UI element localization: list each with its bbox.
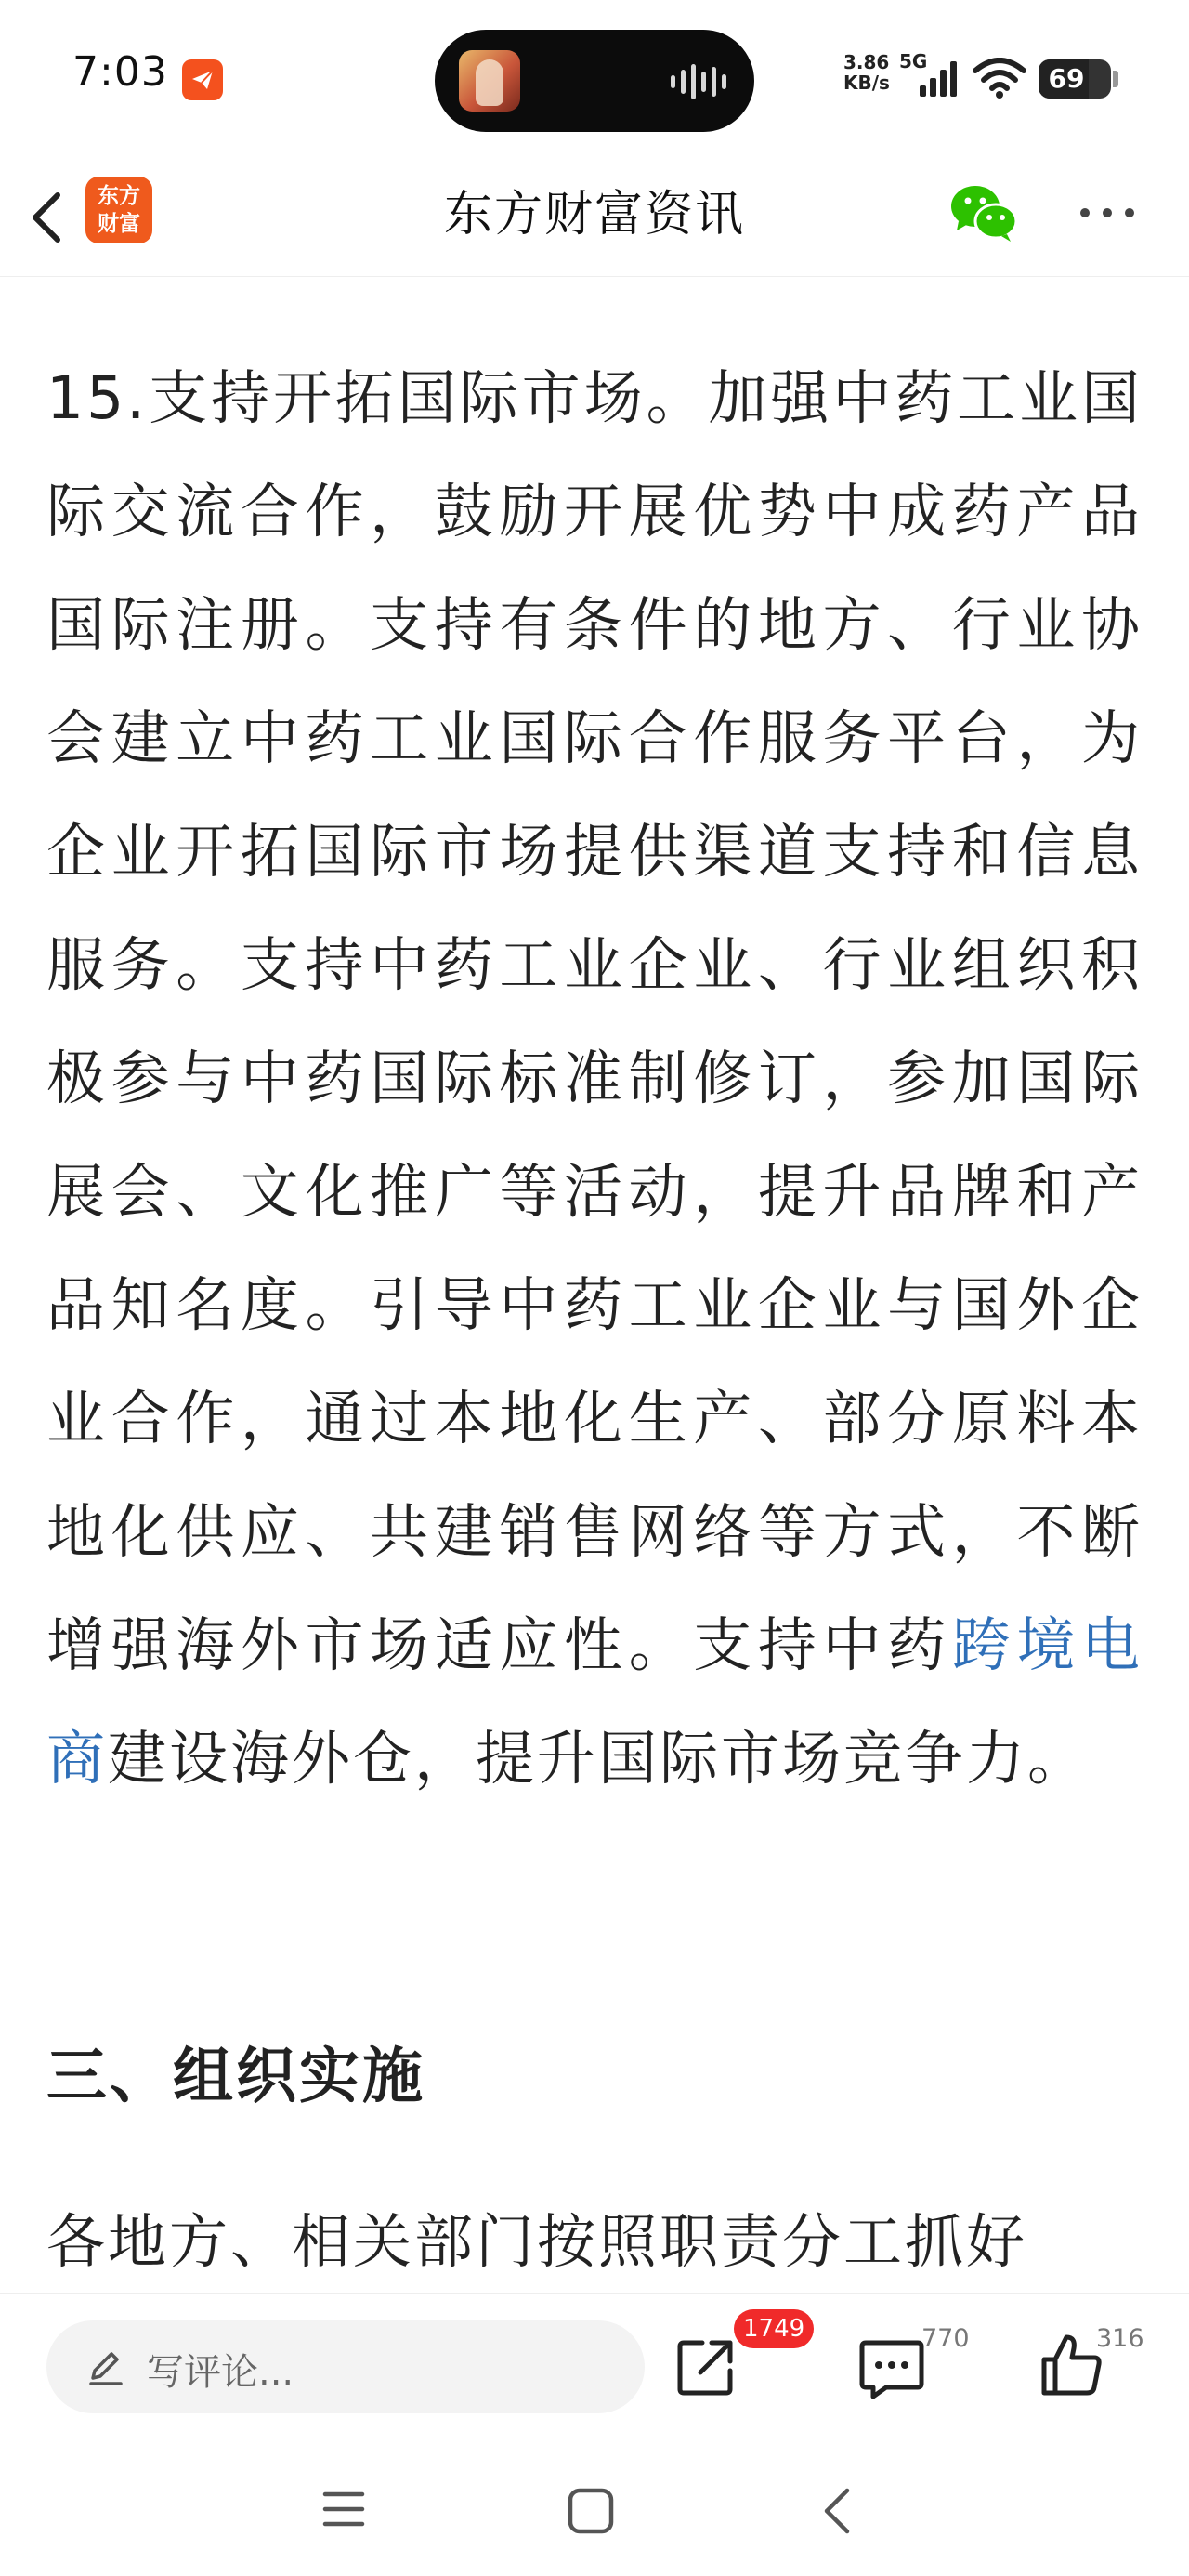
status-bar [0,0,1189,158]
article-paragraph [46,342,1143,1816]
wifi-icon [973,58,1026,99]
thumbs-up-icon [1039,2332,1104,2399]
share-button[interactable] [674,2333,739,2399]
share-count-badge: 1749 [734,2309,814,2348]
comments-button[interactable] [858,2335,925,2400]
share-icon [674,2333,739,2399]
notification-app-icon [182,59,223,100]
pencil-icon [85,2346,126,2387]
home-icon[interactable] [567,2487,615,2535]
article-paragraph-partial-bottom: 各地方、相关部门按照职责分工抓好 [46,2208,1027,2276]
app-header [0,158,1189,277]
network-type: 5G [899,50,928,72]
article-body [0,277,1189,2293]
section-heading: 三、组织实施 [46,2042,426,2111]
recent-apps-icon[interactable] [321,2487,366,2531]
paragraph-text: 15.支持开拓国际市场。加强中药工业国际交流合作，鼓励开展优势中成药产品国际注册。支持有条件的地方、行业协会建立中药工业国际合作服务平台，为企业开拓国际市场提供渠道支持和信息服务。支持中药工业企业、行业组织积极参与中药国际标准制修订，参加国际展会、文化推广等活动，提升品牌和产品知名度。引导中药工业企业与国外企业合作，通过本地化生产、部分原料本地化供应、共建销售网络等方式，不断增强海外市场适应性。支持中药 [46,364,1143,1679]
comment-placeholder: 写评论... [147,2351,294,2394]
wechat-icon [949,180,1018,245]
app-logo: 东方 财富 [85,177,152,243]
keyword-link[interactable]: 跨境电商 [46,1611,1143,1793]
paper-plane-icon [189,67,216,93]
battery-cap [1113,71,1118,87]
battery-indicator [1039,59,1111,99]
status-time: 7:03 [72,48,168,96]
comment-input[interactable] [46,2320,645,2413]
article-paragraph-partial-top [46,277,1143,296]
article-action-bar [0,2293,1189,2442]
media-thumbnail [459,50,520,112]
network-speed: 3.86 KB/s [843,51,890,94]
wechat-share-button[interactable] [949,180,1018,245]
paragraph-text-end: 建设海外仓，提升国际市场竞争力。 [108,1725,1089,1793]
page-title: 东方财富资讯 [443,187,745,243]
like-button[interactable] [1039,2332,1104,2399]
battery-percent: 69 [1048,63,1085,94]
comment-bubble-icon [858,2335,925,2400]
likes-count: 316 [1096,2324,1144,2353]
comments-count: 770 [921,2324,970,2353]
system-nav-bar [0,2442,1189,2576]
more-options-button[interactable] [1076,188,1139,238]
signal-icon [920,61,960,97]
more-dots-icon [1076,188,1139,238]
nav-back-icon[interactable] [817,2485,858,2537]
audio-wave-icon [671,63,726,100]
dynamic-island[interactable] [435,30,754,132]
